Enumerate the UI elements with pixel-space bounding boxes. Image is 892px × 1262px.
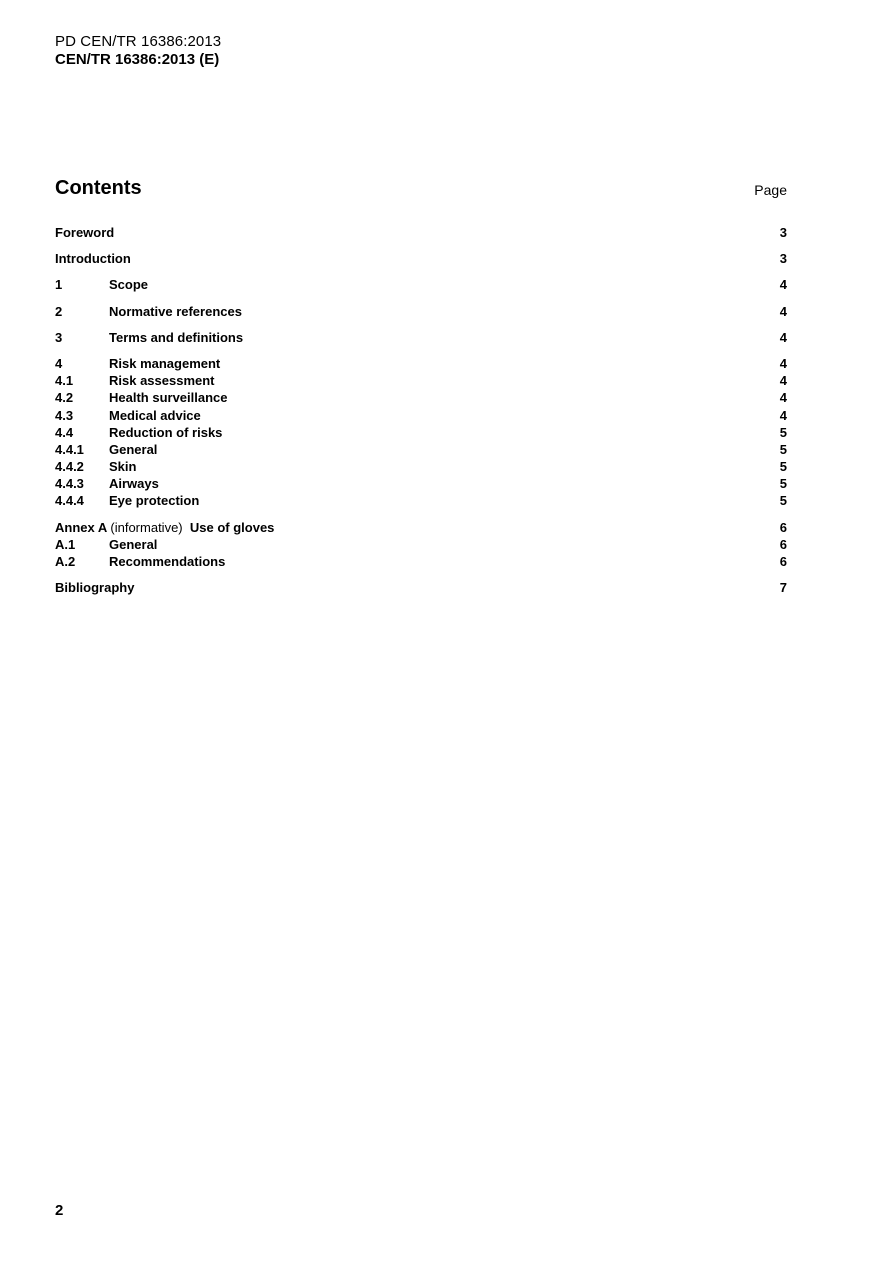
toc-entry-title: General [109,536,158,552]
toc-entry-title: Eye protection [109,493,200,509]
toc-entry-page: 6 [779,519,787,535]
toc-entry-number: 4.2 [55,390,74,406]
document-header-code: PD CEN/TR 16386:2013 [55,33,222,50]
toc-entry-page: 4 [779,373,787,389]
annex-title: Use of gloves [189,519,275,535]
page-number: 2 [55,1202,64,1219]
toc-entry-medical-advice[interactable] [55,407,787,424]
toc-entry-number: A.1 [55,536,76,552]
page-column-label: Page [754,182,787,198]
toc-entry-title: Health surveillance [109,390,228,406]
toc-entry-number: 4 [55,355,63,371]
toc-entry-page: 4 [779,277,787,293]
toc-entry-title: Reduction of risks [109,424,223,440]
toc-entry-page: 6 [779,554,787,569]
toc-entry-number: 4.4.2 [55,459,84,475]
toc-entry-title [55,519,274,536]
contents-heading: Contents [55,177,142,199]
toc-entry-general[interactable] [55,441,787,458]
toc-entry-title: Normative references [109,303,242,319]
toc-entry-page: 5 [779,459,787,475]
toc-entry-introduction[interactable] [55,250,787,267]
toc-entry-scope[interactable] [55,276,787,293]
toc-entry-number: 4.1 [55,373,74,389]
toc-entry-title: Foreword [55,225,115,240]
toc-entry-title: Terms and definitions [109,329,244,345]
toc-entry-page: 4 [779,355,787,371]
toc-entry-number: 4.4.1 [55,441,84,457]
toc-entry-number: 4.3 [55,407,74,423]
toc-entry-number: 4.4.4 [55,493,84,509]
table-of-contents [55,224,787,596]
toc-entry-annex-general[interactable] [55,536,787,553]
toc-entry-number: 3 [55,329,63,345]
toc-entry-terms-and-definitions[interactable] [55,329,787,346]
annex-informative-note: (informative) [110,519,183,535]
toc-entry-eye-protection[interactable] [55,492,787,509]
toc-entry-title: Skin [109,459,137,475]
toc-entry-title: Bibliography [55,580,135,596]
toc-entry-annex-a[interactable] [55,519,787,536]
toc-entry-risk-assessment[interactable] [55,372,787,389]
toc-entry-foreword[interactable] [55,224,787,241]
toc-entry-title: Risk management [109,355,221,371]
toc-entry-health-surveillance[interactable] [55,389,787,406]
annex-label: Annex A [55,519,107,535]
toc-entry-number: A.2 [55,554,76,569]
toc-entry-page: 5 [779,441,787,457]
toc-entry-page: 4 [779,303,787,319]
toc-entry-title: Recommendations [109,554,226,569]
toc-entry-page: 5 [779,493,787,509]
toc-entry-number: 1 [55,277,63,293]
toc-entry-page: 4 [779,390,787,406]
toc-entry-page: 3 [779,225,787,240]
toc-entry-skin[interactable] [55,458,787,475]
toc-entry-recommendations[interactable] [55,553,787,570]
toc-entry-page: 4 [779,407,787,423]
toc-entry-page: 7 [779,580,787,596]
toc-entry-page: 5 [779,424,787,440]
toc-entry-bibliography[interactable] [55,579,787,596]
document-header-code-bold: CEN/TR 16386:2013 (E) [55,51,220,68]
toc-entry-number: 2 [55,303,63,319]
toc-entry-risk-management[interactable] [55,355,787,372]
toc-entry-number: 4.4 [55,424,74,440]
toc-entry-title: Scope [109,277,149,293]
toc-entry-reduction-of-risks[interactable] [55,424,787,441]
toc-entry-title: Airways [109,476,159,492]
toc-entry-title: Medical advice [109,407,201,423]
toc-entry-normative-references[interactable] [55,303,787,320]
toc-entry-page: 4 [779,329,787,345]
toc-entry-number: 4.4.3 [55,476,84,492]
toc-entry-airways[interactable] [55,475,787,492]
toc-entry-title: Introduction [55,251,131,267]
toc-entry-title: Risk assessment [109,373,215,389]
toc-entry-page: 5 [779,476,787,492]
toc-entry-title: General [109,441,158,457]
toc-entry-page: 3 [779,251,787,267]
toc-entry-page: 6 [779,536,787,552]
